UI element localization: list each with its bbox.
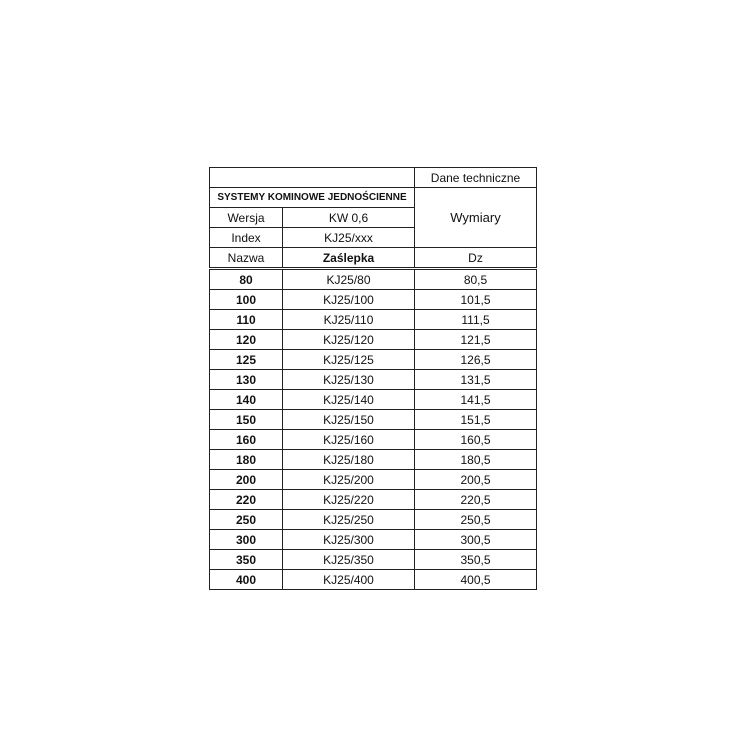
- row-dz: 111,5: [415, 310, 537, 330]
- row-name: 180: [210, 450, 283, 470]
- table-row: [210, 570, 537, 590]
- row-index: KJ25/100: [283, 290, 415, 310]
- row-dz: 141,5: [415, 390, 537, 410]
- row-name: 130: [210, 370, 283, 390]
- row-dz: 160,5: [415, 430, 537, 450]
- row-index: KJ25/150: [283, 410, 415, 430]
- row-index: KJ25/160: [283, 430, 415, 450]
- index-label: Index: [210, 228, 283, 248]
- table-row: [210, 310, 537, 330]
- table-row: [210, 430, 537, 450]
- spec-sheet: [209, 167, 536, 590]
- row-dz: 131,5: [415, 370, 537, 390]
- row-dz: 250,5: [415, 510, 537, 530]
- system-title: SYSTEMY KOMINOWE JEDNOŚCIENNE: [210, 188, 415, 208]
- row-dz: 80,5: [415, 269, 537, 290]
- nazwa-label: Nazwa: [210, 248, 283, 269]
- row-name: 120: [210, 330, 283, 350]
- row-name: 110: [210, 310, 283, 330]
- index-value: KJ25/xxx: [283, 228, 415, 248]
- row-dz: 126,5: [415, 350, 537, 370]
- table-row: [210, 350, 537, 370]
- table-row: [210, 490, 537, 510]
- row-index: KJ25/80: [283, 269, 415, 290]
- table-row: [210, 290, 537, 310]
- table-row: [210, 330, 537, 350]
- row-dz: 121,5: [415, 330, 537, 350]
- table-row: [210, 370, 537, 390]
- row-dz: 400,5: [415, 570, 537, 590]
- table-row: [210, 470, 537, 490]
- table-row: [210, 550, 537, 570]
- wersja-value: KW 0,6: [283, 208, 415, 228]
- row-dz: 220,5: [415, 490, 537, 510]
- table-row: [210, 450, 537, 470]
- row-dz: 300,5: [415, 530, 537, 550]
- row-name: 400: [210, 570, 283, 590]
- table-row: [210, 530, 537, 550]
- row-index: KJ25/200: [283, 470, 415, 490]
- row-name: 140: [210, 390, 283, 410]
- row-index: KJ25/350: [283, 550, 415, 570]
- row-index: KJ25/130: [283, 370, 415, 390]
- row-index: KJ25/110: [283, 310, 415, 330]
- row-name: 160: [210, 430, 283, 450]
- row-index: KJ25/220: [283, 490, 415, 510]
- table-row: [210, 410, 537, 430]
- row-index: KJ25/400: [283, 570, 415, 590]
- row-name: 100: [210, 290, 283, 310]
- row-name: 350: [210, 550, 283, 570]
- row-dz: 180,5: [415, 450, 537, 470]
- wymiary-label: Wymiary: [415, 188, 537, 248]
- spec-table: [209, 167, 537, 590]
- row-index: KJ25/180: [283, 450, 415, 470]
- row-name: 150: [210, 410, 283, 430]
- row-dz: 101,5: [415, 290, 537, 310]
- row-name: 80: [210, 269, 283, 290]
- section-label: Dane techniczne: [415, 168, 537, 188]
- row-name: 220: [210, 490, 283, 510]
- row-index: KJ25/125: [283, 350, 415, 370]
- nazwa-value: Zaślepka: [283, 248, 415, 269]
- empty-header-cell: [210, 168, 415, 188]
- row-name: 250: [210, 510, 283, 530]
- table-row: [210, 269, 537, 290]
- wersja-label: Wersja: [210, 208, 283, 228]
- row-dz: 350,5: [415, 550, 537, 570]
- dz-label: Dz: [415, 248, 537, 269]
- table-row: [210, 510, 537, 530]
- row-index: KJ25/250: [283, 510, 415, 530]
- row-index: KJ25/300: [283, 530, 415, 550]
- row-name: 300: [210, 530, 283, 550]
- row-name: 200: [210, 470, 283, 490]
- row-index: KJ25/120: [283, 330, 415, 350]
- row-index: KJ25/140: [283, 390, 415, 410]
- row-dz: 200,5: [415, 470, 537, 490]
- row-name: 125: [210, 350, 283, 370]
- table-row: [210, 390, 537, 410]
- row-dz: 151,5: [415, 410, 537, 430]
